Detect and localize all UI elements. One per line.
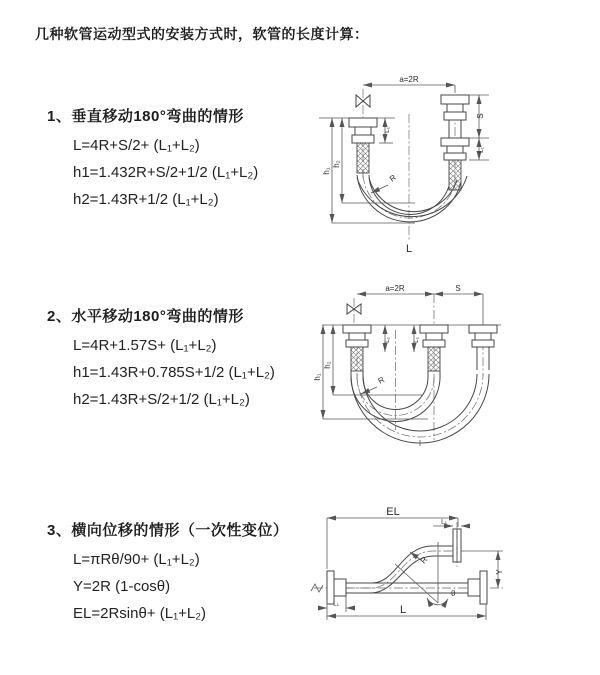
- radius-label: R: [387, 172, 398, 184]
- upper-right-flange: [453, 522, 461, 567]
- dim-label-h2: h₂: [332, 160, 341, 168]
- dim-label-l1: L₁: [333, 600, 339, 608]
- diagram-horizontal-180-bend: [306, 280, 598, 475]
- dimension-l1-top: [433, 519, 470, 527]
- dimension-l1-a: [384, 325, 391, 352]
- section-2-formulas: [73, 332, 275, 413]
- dimension-s: [434, 284, 483, 325]
- section-horizontal-bend: [47, 305, 275, 413]
- centerline-break-mark: [311, 584, 323, 592]
- diagram-lateral-displacement: [298, 502, 590, 654]
- dim-label-h1: h₁: [313, 373, 322, 381]
- dim-label-h2: h₂: [323, 361, 332, 369]
- dim-label-l1: L₁: [384, 127, 391, 133]
- dim-label-l1: L₁: [441, 518, 447, 526]
- braided-hose-section: [357, 143, 369, 173]
- section-vertical-bend: [47, 105, 258, 213]
- diagram-vertical-180-bend: [303, 66, 571, 266]
- dimension-h1: [313, 325, 428, 419]
- section-lateral-displacement: [47, 519, 288, 627]
- dimension-l1-left: [318, 596, 355, 612]
- radius-label: R: [376, 375, 387, 386]
- left-flange: [327, 571, 346, 604]
- dim-label-l: L: [399, 604, 407, 616]
- dim-label-h1: h₁: [322, 167, 331, 175]
- dimension-l1-left: [379, 118, 393, 143]
- section-1-formulas: [73, 132, 258, 213]
- braided-hose-section: [351, 347, 363, 371]
- formula-line: Y=2R (1-cosθ): [73, 578, 171, 595]
- dimension-h2: [332, 118, 415, 203]
- dimension-l1-right: [478, 138, 485, 160]
- radius-callout: [371, 173, 398, 193]
- formula-line: L=4R+1.57S+ (L₁+L₂): [73, 337, 217, 354]
- radius-label: R: [418, 555, 430, 566]
- section-3-formulas: [73, 546, 288, 627]
- right-flange: [468, 571, 487, 604]
- dim-label-l1: L₁: [478, 147, 485, 153]
- formula-line: EL=2Rsinθ+ (L₁+L₂): [73, 605, 207, 622]
- dim-label-l1: L₁: [384, 337, 391, 343]
- angle-label: θ: [451, 589, 456, 598]
- dim-label-a2r: a=2R: [385, 284, 405, 293]
- dimension-l: [327, 600, 486, 620]
- braided-hose-section: [428, 347, 440, 371]
- left-fitting: [349, 118, 377, 173]
- dimension-l1-b: [413, 325, 420, 352]
- dimension-a2r: [363, 75, 455, 93]
- page-title: 几种软管运动型式的安装方式时，软管的长度计算：: [35, 26, 369, 42]
- dim-label-l1: L₁: [413, 337, 420, 343]
- formula-line: h2=1.43R+1/2 (L₁+L₂): [73, 191, 219, 208]
- section-2-heading: 2、水平移动180°弯曲的情形: [47, 308, 244, 325]
- formula-line: L=πRθ/90+ (L₁+L₂): [73, 551, 200, 568]
- dimension-a2r: [357, 284, 434, 294]
- formula-line: h1=1.43R+0.785S+1/2 (L₁+L₂): [73, 364, 275, 381]
- dim-label-s: S: [476, 113, 485, 119]
- section-1-heading: 1、垂直移动180°弯曲的情形: [47, 108, 244, 125]
- dim-label-y: Y: [495, 569, 504, 575]
- u-bend-shifted: [351, 374, 489, 446]
- formula-line: h1=1.432R+S/2+1/2 (L₁+L₂): [73, 164, 259, 181]
- radius-callout: [361, 375, 386, 394]
- length-label: L: [405, 243, 413, 255]
- left-fitting: [343, 325, 371, 371]
- section-3-heading: 3、横向位移的情形（一次性变位）: [47, 522, 289, 539]
- formula-line: L=4R+S/2+ (L₁+L₂): [73, 137, 200, 154]
- dim-label-el: EL: [386, 506, 400, 518]
- formula-line: h2=1.43R+S/2+1/2 (L₁+L₂): [73, 391, 250, 408]
- middle-fitting: [420, 325, 448, 371]
- angle-theta: [395, 542, 456, 605]
- dim-label-s: S: [455, 284, 461, 293]
- dim-label-a2r: a=2R: [399, 75, 419, 84]
- s-curve-hose: [328, 546, 453, 593]
- dimension-h2: [323, 325, 423, 395]
